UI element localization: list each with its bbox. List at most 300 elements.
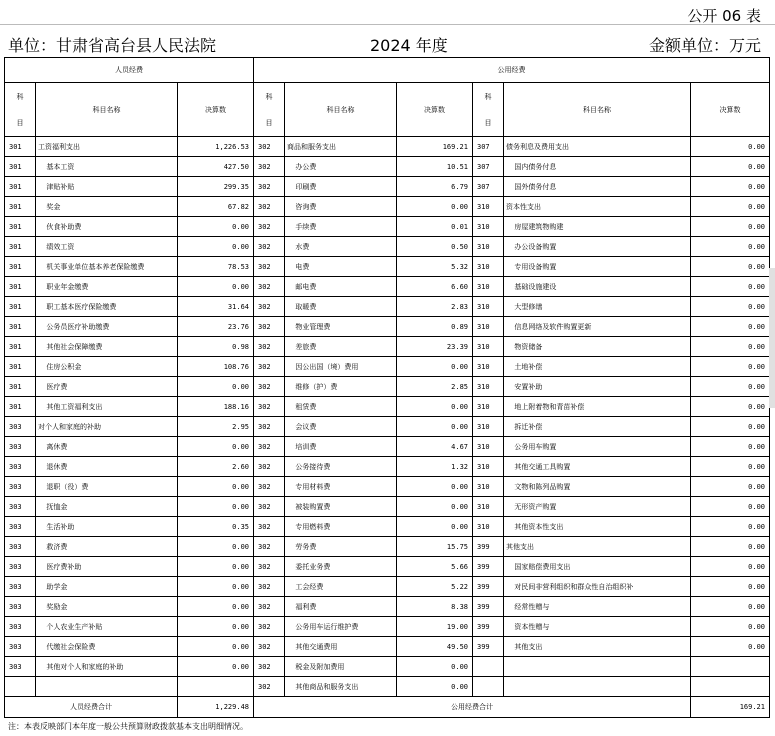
account-code-cell [5, 677, 36, 697]
account-name-cell: 文物和陈列品购置 [504, 477, 691, 497]
code-header [473, 83, 504, 137]
account-name-cell: 奖励金 [36, 597, 178, 617]
account-name-cell: 其他资本性支出 [504, 517, 691, 537]
name-header: 科目名称 [504, 83, 691, 137]
account-code-cell: 301 [5, 377, 36, 397]
amount-cell: 299.35 [178, 177, 254, 197]
table-row [5, 237, 770, 257]
amount-cell: 10.51 [397, 157, 473, 177]
table-row [5, 377, 770, 397]
amount-cell: 0.00 [691, 217, 770, 237]
account-code-cell: 310 [473, 297, 504, 317]
account-name-cell [36, 677, 178, 697]
account-name-cell: 其他交通费用 [285, 637, 397, 657]
account-name-cell: 土地补偿 [504, 357, 691, 377]
name-header: 科目名称 [36, 83, 178, 137]
code-header [5, 83, 36, 137]
amount-cell: 0.00 [691, 357, 770, 377]
account-code-cell: 303 [5, 657, 36, 677]
table-row [5, 477, 770, 497]
amount-cell: 0.00 [691, 137, 770, 157]
account-name-cell: 拆迁补偿 [504, 417, 691, 437]
account-name-cell: 奖金 [36, 197, 178, 217]
account-code-cell: 310 [473, 517, 504, 537]
account-name-cell: 医疗费补助 [36, 557, 178, 577]
account-code-cell: 302 [254, 197, 285, 217]
amount-cell: 0.00 [691, 277, 770, 297]
account-code-cell: 399 [473, 637, 504, 657]
account-code-cell: 302 [254, 177, 285, 197]
amount-cell: 0.00 [691, 557, 770, 577]
account-code-cell: 399 [473, 597, 504, 617]
amount-cell: 0.00 [691, 417, 770, 437]
amount-unit-label: 金额单位：万元 [648, 36, 761, 55]
account-name-cell: 邮电费 [285, 277, 397, 297]
account-code-cell: 302 [254, 457, 285, 477]
amount-cell: 0.00 [397, 497, 473, 517]
account-name-cell: 生活补助 [36, 517, 178, 537]
table-row [5, 537, 770, 557]
table-row [5, 457, 770, 477]
account-name-cell: 手续费 [285, 217, 397, 237]
totals-row [5, 697, 770, 718]
amount-cell: 0.00 [691, 237, 770, 257]
amount-cell: 0.00 [178, 277, 254, 297]
amount-cell: 0.01 [397, 217, 473, 237]
account-name-cell [504, 677, 691, 697]
public-group-header: 公用经费 [254, 58, 770, 83]
account-name-cell: 离休费 [36, 437, 178, 457]
account-code-cell: 310 [473, 337, 504, 357]
table-row [5, 637, 770, 657]
account-code-cell: 301 [5, 257, 36, 277]
table-row [5, 317, 770, 337]
account-code-cell: 301 [5, 297, 36, 317]
account-code-cell: 310 [473, 237, 504, 257]
account-name-cell: 其他对个人和家庭的补助 [36, 657, 178, 677]
account-name-cell: 信息网络及软件购置更新 [504, 317, 691, 337]
account-code-cell: 302 [254, 257, 285, 277]
amount-cell: 427.50 [178, 157, 254, 177]
account-code-cell: 303 [5, 517, 36, 537]
amount-cell: 0.00 [178, 637, 254, 657]
account-name-cell: 水费 [285, 237, 397, 257]
account-name-cell: 办公费 [285, 157, 397, 177]
account-name-cell: 培训费 [285, 437, 397, 457]
amount-cell: 0.00 [691, 197, 770, 217]
amount-cell: 31.64 [178, 297, 254, 317]
account-name-cell: 房屋建筑物购建 [504, 217, 691, 237]
amount-cell: 15.75 [397, 537, 473, 557]
table-row [5, 157, 770, 177]
table-row [5, 617, 770, 637]
account-code-cell: 310 [473, 217, 504, 237]
account-code-cell: 301 [5, 197, 36, 217]
amount-cell: 0.00 [691, 177, 770, 197]
amount-cell: 0.00 [178, 577, 254, 597]
account-name-cell: 个人农业生产补贴 [36, 617, 178, 637]
amount-cell [178, 677, 254, 697]
account-name-cell: 公务员医疗补助缴费 [36, 317, 178, 337]
account-code-cell: 302 [254, 137, 285, 157]
account-code-cell: 310 [473, 397, 504, 417]
account-name-cell: 安置补助 [504, 377, 691, 397]
amount-cell: 0.00 [178, 617, 254, 637]
amount-cell: 0.00 [397, 477, 473, 497]
amount-cell: 6.79 [397, 177, 473, 197]
amount-cell: 0.00 [691, 497, 770, 517]
amount-cell: 0.00 [397, 397, 473, 417]
account-name-cell: 机关事业单位基本养老保险缴费 [36, 257, 178, 277]
account-name-cell: 其他支出 [504, 637, 691, 657]
amount-cell [691, 657, 770, 677]
amount-cell: 0.98 [178, 337, 254, 357]
account-name-cell: 代缴社会保险费 [36, 637, 178, 657]
account-code-cell: 303 [5, 537, 36, 557]
account-name-cell: 福利费 [285, 597, 397, 617]
account-name-cell: 电费 [285, 257, 397, 277]
account-code-cell: 302 [254, 617, 285, 637]
amount-cell: 5.32 [397, 257, 473, 277]
account-code-cell: 301 [5, 357, 36, 377]
account-code-cell: 310 [473, 197, 504, 217]
account-code-cell: 399 [473, 557, 504, 577]
account-name-cell: 对民间非营利组织和群众性自治组织补 [504, 577, 691, 597]
amount-cell: 0.00 [397, 677, 473, 697]
account-name-cell: 退职（役）费 [36, 477, 178, 497]
account-code-cell: 302 [254, 637, 285, 657]
public-total-value: 169.21 [691, 697, 770, 718]
amount-cell: 0.00 [178, 557, 254, 577]
amount-cell: 0.00 [691, 577, 770, 597]
account-code-cell: 303 [5, 457, 36, 477]
account-code-cell: 301 [5, 157, 36, 177]
account-code-cell: 302 [254, 297, 285, 317]
account-name-cell: 退休费 [36, 457, 178, 477]
account-name-cell: 委托业务费 [285, 557, 397, 577]
account-name-cell: 税金及附加费用 [285, 657, 397, 677]
personnel-total-label: 人员经费合计 [5, 697, 178, 718]
amount-cell: 6.60 [397, 277, 473, 297]
account-code-cell: 302 [254, 237, 285, 257]
account-name-cell: 维修（护）费 [285, 377, 397, 397]
amount-cell: 188.16 [178, 397, 254, 417]
amount-cell: 2.85 [397, 377, 473, 397]
amount-cell: 5.22 [397, 577, 473, 597]
amount-cell: 108.76 [178, 357, 254, 377]
account-name-cell: 商品和服务支出 [285, 137, 397, 157]
account-name-cell: 工会经费 [285, 577, 397, 597]
table-row [5, 277, 770, 297]
amount-cell: 1,226.53 [178, 137, 254, 157]
amount-cell: 0.00 [691, 397, 770, 417]
account-name-cell: 国外债务付息 [504, 177, 691, 197]
account-name-cell: 劳务费 [285, 537, 397, 557]
code-header-line2: 目 [265, 118, 273, 127]
amount-cell: 0.00 [691, 377, 770, 397]
account-name-cell: 国家赔偿费用支出 [504, 557, 691, 577]
account-code-cell: 301 [5, 177, 36, 197]
account-name-cell: 资本性支出 [504, 197, 691, 217]
table-row [5, 577, 770, 597]
account-code-cell: 302 [254, 537, 285, 557]
account-code-cell: 303 [5, 497, 36, 517]
amount-cell: 78.53 [178, 257, 254, 277]
amount-cell: 169.21 [397, 137, 473, 157]
amount-cell [691, 677, 770, 697]
account-name-cell: 医疗费 [36, 377, 178, 397]
account-code-cell: 302 [254, 277, 285, 297]
code-header-line1: 科 [16, 92, 24, 101]
account-name-cell: 其他支出 [504, 537, 691, 557]
amount-cell: 0.50 [397, 237, 473, 257]
account-name-cell: 大型修缮 [504, 297, 691, 317]
name-header: 科目名称 [285, 83, 397, 137]
account-name-cell: 其他工资福利支出 [36, 397, 178, 417]
account-code-cell: 301 [5, 137, 36, 157]
account-code-cell: 302 [254, 217, 285, 237]
table-row [5, 397, 770, 417]
account-code-cell [473, 657, 504, 677]
amount-cell: 0.00 [691, 157, 770, 177]
amount-cell: 2.95 [178, 417, 254, 437]
group-header-row [5, 58, 770, 83]
table-row [5, 177, 770, 197]
account-code-cell: 303 [5, 477, 36, 497]
amount-header: 决算数 [178, 83, 254, 137]
account-name-cell: 专用燃料费 [285, 517, 397, 537]
account-code-cell: 301 [5, 237, 36, 257]
account-code-cell: 302 [254, 337, 285, 357]
column-header-row [5, 83, 770, 137]
account-code-cell: 310 [473, 457, 504, 477]
amount-header: 决算数 [691, 83, 770, 137]
amount-cell: 8.38 [397, 597, 473, 617]
table-row [5, 217, 770, 237]
account-code-cell: 302 [254, 597, 285, 617]
document-number: 公开 06 表 [687, 7, 761, 25]
account-code-cell: 399 [473, 577, 504, 597]
account-code-cell: 399 [473, 617, 504, 637]
account-name-cell: 取暖费 [285, 297, 397, 317]
amount-cell: 0.00 [397, 517, 473, 537]
account-name-cell: 津贴补贴 [36, 177, 178, 197]
amount-header: 决算数 [397, 83, 473, 137]
amount-cell: 0.00 [691, 617, 770, 637]
account-code-cell: 302 [254, 157, 285, 177]
account-code-cell: 310 [473, 417, 504, 437]
account-name-cell: 救济费 [36, 537, 178, 557]
table-row [5, 557, 770, 577]
account-name-cell: 因公出国（境）费用 [285, 357, 397, 377]
account-name-cell: 职业年金缴费 [36, 277, 178, 297]
expenditure-table [4, 57, 770, 718]
amount-cell: 0.00 [691, 517, 770, 537]
amount-cell: 0.00 [397, 417, 473, 437]
account-code-cell: 310 [473, 357, 504, 377]
account-name-cell: 物业管理费 [285, 317, 397, 337]
code-header-line1: 科 [484, 92, 492, 101]
account-code-cell: 301 [5, 277, 36, 297]
amount-cell: 0.00 [397, 657, 473, 677]
account-code-cell: 303 [5, 437, 36, 457]
table-row [5, 417, 770, 437]
table-row [5, 297, 770, 317]
account-name-cell: 其他社会保障缴费 [36, 337, 178, 357]
amount-cell: 23.39 [397, 337, 473, 357]
amount-cell: 0.00 [178, 377, 254, 397]
account-code-cell: 307 [473, 137, 504, 157]
table-row [5, 437, 770, 457]
account-code-cell: 302 [254, 517, 285, 537]
account-name-cell: 租赁费 [285, 397, 397, 417]
amount-cell: 0.00 [691, 297, 770, 317]
code-header-line2: 目 [16, 118, 24, 127]
amount-cell: 0.00 [691, 597, 770, 617]
amount-cell: 0.00 [178, 657, 254, 677]
public-total-label: 公用经费合计 [254, 697, 691, 718]
amount-cell: 23.76 [178, 317, 254, 337]
account-name-cell: 助学金 [36, 577, 178, 597]
header-divider [0, 24, 775, 25]
account-code-cell: 302 [254, 557, 285, 577]
account-name-cell: 绩效工资 [36, 237, 178, 257]
account-name-cell: 其他商品和服务支出 [285, 677, 397, 697]
amount-cell: 0.00 [178, 537, 254, 557]
table-row [5, 137, 770, 157]
account-name-cell: 专用材料费 [285, 477, 397, 497]
year-label: 2024 年度 [370, 36, 448, 55]
code-header [254, 83, 285, 137]
table-row [5, 677, 770, 697]
account-name-cell: 咨询费 [285, 197, 397, 217]
account-code-cell: 302 [254, 417, 285, 437]
account-code-cell: 302 [254, 577, 285, 597]
account-name-cell: 差旅费 [285, 337, 397, 357]
account-name-cell: 职工基本医疗保险缴费 [36, 297, 178, 317]
personnel-group-header: 人员经费 [5, 58, 254, 83]
table-row [5, 597, 770, 617]
vertical-scrollbar[interactable] [769, 268, 775, 408]
amount-cell: 0.00 [178, 217, 254, 237]
account-code-cell: 310 [473, 317, 504, 337]
account-code-cell: 303 [5, 577, 36, 597]
amount-cell: 0.00 [691, 477, 770, 497]
account-code-cell: 302 [254, 477, 285, 497]
account-code-cell: 302 [254, 657, 285, 677]
account-code-cell: 301 [5, 397, 36, 417]
account-name-cell: 办公设备购置 [504, 237, 691, 257]
account-name-cell: 专用设备购置 [504, 257, 691, 277]
table-row [5, 657, 770, 677]
account-name-cell: 对个人和家庭的补助 [36, 417, 178, 437]
account-name-cell: 公务用车运行维护费 [285, 617, 397, 637]
account-code-cell: 302 [254, 437, 285, 457]
account-name-cell: 被装购置费 [285, 497, 397, 517]
account-code-cell [473, 677, 504, 697]
table-row [5, 497, 770, 517]
account-code-cell: 310 [473, 377, 504, 397]
account-code-cell: 310 [473, 437, 504, 457]
account-code-cell: 310 [473, 497, 504, 517]
account-name-cell: 公务接待费 [285, 457, 397, 477]
amount-cell: 0.00 [691, 437, 770, 457]
amount-cell: 0.00 [178, 597, 254, 617]
amount-cell: 0.00 [691, 317, 770, 337]
amount-cell: 2.60 [178, 457, 254, 477]
account-code-cell: 310 [473, 257, 504, 277]
amount-cell: 5.66 [397, 557, 473, 577]
table-body [5, 58, 770, 718]
account-name-cell: 住房公积金 [36, 357, 178, 377]
amount-cell: 0.00 [178, 237, 254, 257]
account-code-cell: 303 [5, 617, 36, 637]
account-code-cell: 303 [5, 417, 36, 437]
account-code-cell: 307 [473, 177, 504, 197]
account-name-cell [504, 657, 691, 677]
account-name-cell: 伙食补助费 [36, 217, 178, 237]
code-header-line1: 科 [265, 92, 273, 101]
account-name-cell: 公务用车购置 [504, 437, 691, 457]
account-name-cell: 工资福利支出 [36, 137, 178, 157]
amount-cell: 67.82 [178, 197, 254, 217]
footnote: 注：本表反映部门本年度一般公共预算财政拨款基本支出明细情况。 [8, 722, 248, 731]
account-name-cell: 其他交通工具购置 [504, 457, 691, 477]
code-header-line2: 目 [484, 118, 492, 127]
table-row [5, 357, 770, 377]
table-row [5, 337, 770, 357]
amount-cell: 1.32 [397, 457, 473, 477]
amount-cell: 0.00 [178, 497, 254, 517]
amount-cell: 0.00 [397, 197, 473, 217]
amount-cell: 0.00 [691, 457, 770, 477]
account-name-cell: 无形资产购置 [504, 497, 691, 517]
unit-label: 单位：甘肃省高台县人民法院 [8, 36, 217, 55]
account-name-cell: 资本性赠与 [504, 617, 691, 637]
account-name-cell: 债务利息及费用支出 [504, 137, 691, 157]
account-code-cell: 303 [5, 637, 36, 657]
amount-cell: 0.00 [691, 537, 770, 557]
account-name-cell: 经常性赠与 [504, 597, 691, 617]
account-code-cell: 302 [254, 357, 285, 377]
account-code-cell: 302 [254, 317, 285, 337]
account-code-cell: 302 [254, 397, 285, 417]
amount-cell: 0.35 [178, 517, 254, 537]
amount-cell: 2.83 [397, 297, 473, 317]
account-code-cell: 307 [473, 157, 504, 177]
account-name-cell: 会议费 [285, 417, 397, 437]
account-code-cell: 302 [254, 377, 285, 397]
amount-cell: 49.50 [397, 637, 473, 657]
amount-cell: 0.89 [397, 317, 473, 337]
table-row [5, 517, 770, 537]
amount-cell: 0.00 [691, 337, 770, 357]
account-code-cell: 310 [473, 277, 504, 297]
amount-cell: 0.00 [178, 437, 254, 457]
amount-cell: 0.00 [691, 257, 770, 277]
account-name-cell: 基本工资 [36, 157, 178, 177]
account-code-cell: 303 [5, 597, 36, 617]
account-name-cell: 物资储备 [504, 337, 691, 357]
account-code-cell: 302 [254, 497, 285, 517]
account-code-cell: 301 [5, 317, 36, 337]
amount-cell: 0.00 [178, 477, 254, 497]
account-code-cell: 399 [473, 537, 504, 557]
account-code-cell: 301 [5, 337, 36, 357]
personnel-total-value: 1,229.48 [178, 697, 254, 718]
account-code-cell: 303 [5, 557, 36, 577]
account-name-cell: 国内债务付息 [504, 157, 691, 177]
